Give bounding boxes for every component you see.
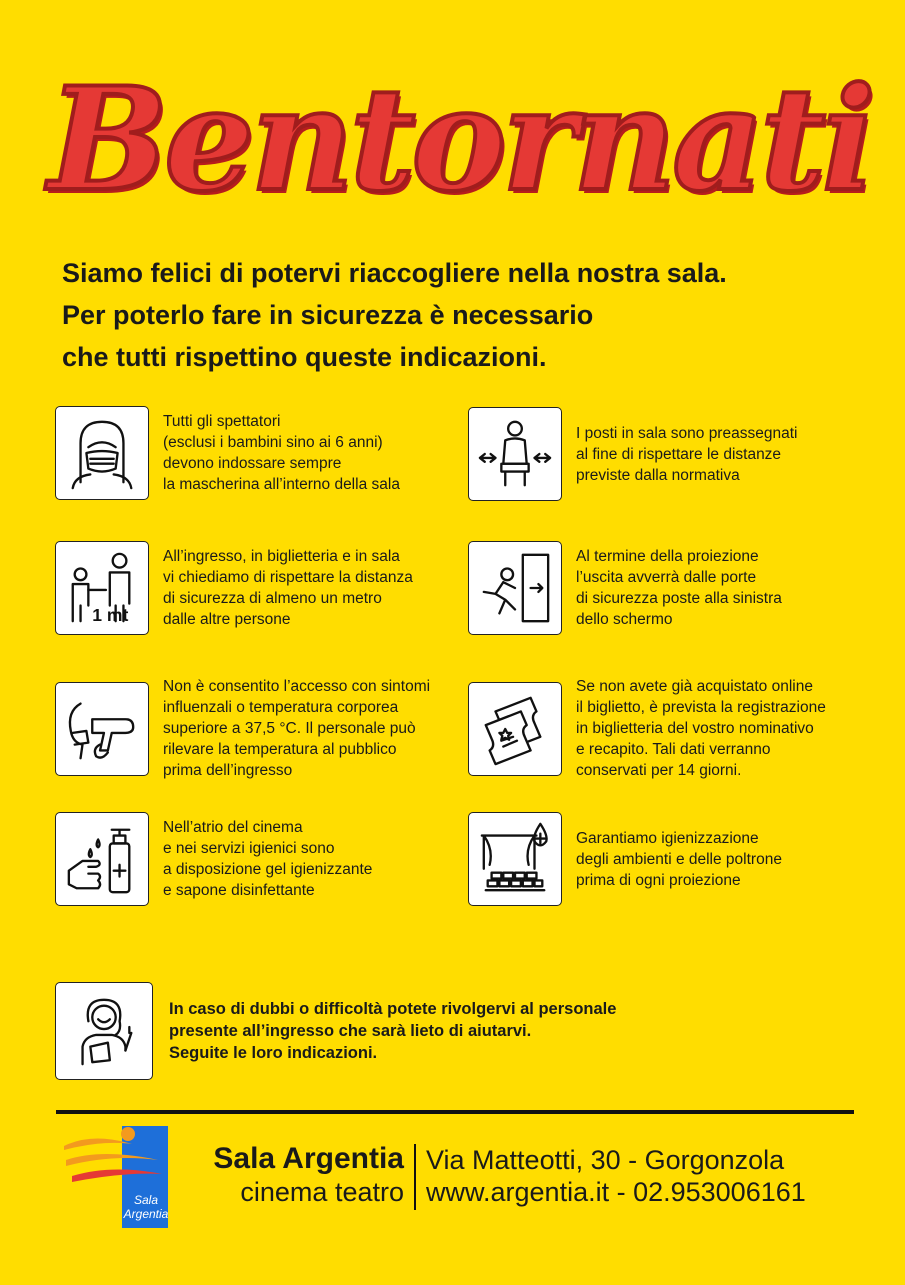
rule-text [576, 676, 826, 781]
address: Via Matteotti, 30 - Gorgonzola [426, 1145, 785, 1175]
rule-distance [55, 541, 413, 635]
rule-line: presente all’ingresso che sarà lieto di aiutarvi. [169, 1022, 532, 1040]
rule-cleaning [468, 812, 782, 906]
logo-text: Sala [133, 1193, 159, 1207]
ticket-icon [468, 682, 562, 776]
rule-seats [468, 407, 797, 501]
rule-line: dello schermo [576, 611, 673, 628]
distance-label: 1 mt [92, 605, 129, 626]
rule-line: vi chiediamo di rispettare la distanza [163, 569, 413, 586]
rule-line: e recapito. Tali dati verranno [576, 741, 771, 758]
rule-line: di sicurezza di almeno un metro [163, 590, 382, 607]
rule-line: la mascherina all’interno della sala [163, 476, 400, 493]
rule-line: al fine di rispettare le distanze [576, 445, 782, 463]
distance-icon [55, 541, 149, 635]
rule-exit [468, 541, 782, 635]
rule-staff [55, 982, 616, 1080]
rule-line: a disposizione gel igienizzante [163, 861, 373, 878]
rule-line: prima di ogni proiezione [576, 871, 741, 889]
rule-line: previste dalla normativa [576, 466, 740, 484]
emergency-exit-icon [468, 541, 562, 635]
website-phone[interactable]: www.argentia.it - 02.953006161 [426, 1177, 806, 1207]
rule-temperature [55, 676, 430, 781]
brand [189, 1142, 404, 1208]
rule-line: e nei servizi igienici sono [163, 840, 335, 857]
logo-text: Argentia [123, 1207, 169, 1221]
rule-text [163, 676, 430, 781]
rule-line: Garantiamo igienizzazione [576, 829, 759, 847]
rule-line: All’ingresso, in biglietteria e in sala [163, 548, 400, 565]
intro-line: Per poterlo fare in sicurezza è necessario [62, 300, 594, 330]
rule-mask [55, 406, 400, 500]
rule-text [163, 546, 413, 630]
rule-line: in biglietteria del vostro nominativo [576, 720, 814, 737]
rule-line: (esclusi i bambini sino ai 6 anni) [163, 434, 383, 451]
page-title [48, 40, 872, 240]
staff-person-icon [55, 982, 153, 1080]
rule-line: devono indossare sempre [163, 455, 342, 472]
footer [62, 1120, 862, 1230]
rule-line: conservati per 14 giorni. [576, 762, 742, 779]
footer-divider [56, 1110, 854, 1114]
rule-text [163, 411, 400, 495]
title-text: Bentornati [48, 57, 872, 223]
brand-name: Sala Argentia [213, 1142, 404, 1175]
mask-icon [55, 406, 149, 500]
theater-sanitize-icon [468, 812, 562, 906]
rule-line: Se non avete già acquistato online [576, 678, 813, 695]
rule-line: di sicurezza poste alla sinistra [576, 590, 782, 607]
intro-text [62, 252, 862, 378]
rule-sanitizer [55, 812, 372, 906]
rule-line: Seguite le loro indicazioni. [169, 1044, 378, 1062]
hand-sanitizer-icon [55, 812, 149, 906]
brand-subtitle: cinema teatro [240, 1177, 404, 1207]
rule-line: I posti in sala sono preassegnati [576, 424, 798, 442]
rule-line: degli ambienti e delle poltrone [576, 850, 782, 868]
rule-line: Non è consentito l’accesso con sintomi [163, 678, 431, 695]
rule-line: superiore a 37,5 °C. Il personale può [163, 720, 416, 737]
rule-text [576, 828, 782, 891]
intro-line: che tutti rispettino queste indicazioni. [62, 342, 547, 372]
contact-info [426, 1144, 806, 1208]
rule-line: e sapone disinfettante [163, 882, 315, 899]
rule-line: il biglietto, è prevista la registrazione [576, 699, 826, 716]
rule-line: Al termine della proiezione [576, 548, 759, 565]
rule-line: prima dell’ingresso [163, 762, 293, 779]
rule-ticket [468, 676, 826, 781]
footer-separator [414, 1144, 416, 1210]
sala-argentia-logo [62, 1122, 170, 1228]
intro-line: Siamo felici di potervi riaccogliere nella nostra sala. [62, 258, 727, 288]
rule-text [576, 423, 797, 486]
rule-line: l’uscita avverrà dalle porte [576, 569, 757, 586]
seat-distance-icon [468, 407, 562, 501]
rule-line: influenzali o temperatura corporea [163, 699, 399, 716]
rule-line: Tutti gli spettatori [163, 413, 281, 430]
rule-line: rilevare la temperatura al pubblico [163, 741, 397, 758]
rule-line: Nell’atrio del cinema [163, 819, 303, 836]
rule-text [169, 998, 616, 1064]
rule-line: dalle altre persone [163, 611, 291, 628]
thermometer-icon [55, 682, 149, 776]
rule-text [163, 817, 372, 901]
rule-line: In caso di dubbi o difficoltà potete rivolgervi al personale [169, 1000, 617, 1018]
rule-text [576, 546, 782, 630]
